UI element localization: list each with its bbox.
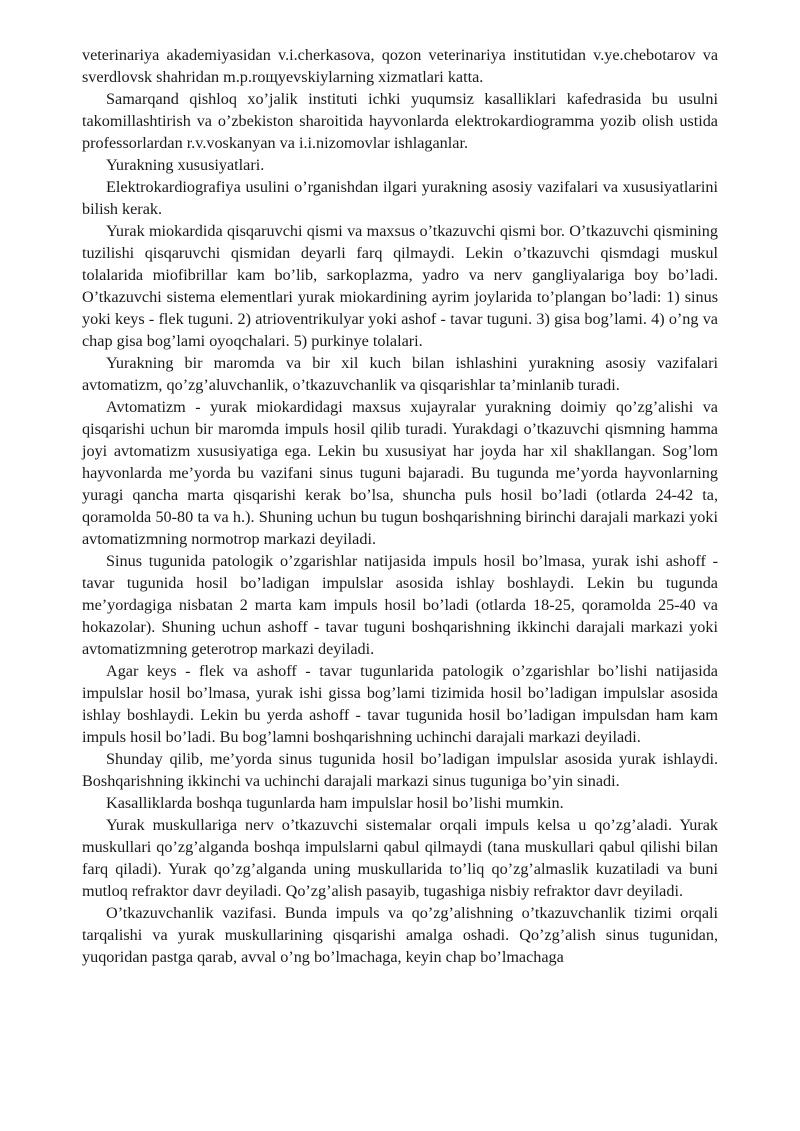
document-page: [82, 44, 718, 968]
paragraph-his-bundle: Agar keys - flek va ashoff - tavar tugunlarida patologik o’zgarishlar bo’lishi natijasida impulslar hosil bo’lmasa, yurak ishi gissa bog’lami tizimida hosil bo’ladigan impulslar asosida ishlay boshlaydi. Lekin bu yerda ashoff - tavar tugunida hosil bo’ladigan impulsdan ham kam impuls hosil bo’ladi. Bu bog’lamni boshqarishning uchinchi darajali markazi deyiladi.: [82, 662, 718, 746]
paragraph-excitability: Yurak muskullariga nerv o’tkazuvchi sistemalar orqali impuls kelsa u qo’zg’aladi. Yurak muskullari qo’zg’alganda boshqa impulslarni qabul qilmaydi (tana muskullari qabul qilishi bilan farq qiladi). Yurak qo’zg’alganda uning muskullarida to’liq qo’zg’almaslik kuzatiladi va buni mutloq refraktor davr deyiladi. Qo’zg’alish pasayib, tugashiga nisbiy refraktor davr deyiladi.: [82, 816, 718, 900]
paragraph-ecg-intro: Elektrokardiografiya usulini o’rganishdan ilgari yurakning asosiy vazifalari va xususiyatlarini bilish kerak.: [82, 178, 718, 218]
paragraph-conductivity: O’tkazuvchanlik vazifasi. Bunda impuls va qo’zg’alishning o’tkazuvchanlik tizimi orqali tarqalishi va yurak muskullarining qisqarishi amalga oshadi. Qo’zg’alish sinus tugunidan, yuqoridan pastga qarab, avval o’ng bo’lmachaga, keyin chap bo’lmachaga: [82, 904, 718, 966]
paragraph-automatism: Avtomatizm - yurak miokardidagi maxsus xujayralar yurakning doimiy qo’zg’alishi va qisqarishi uchun bir maromda impuls hosil qilib turadi. Yurakdagi o’tkazuvchi qismning hamma joyi avtomatizm xususiyatiga ega. Lekin bu xususiyat har joyda har xil shakllangan. Sog’lom hayvonlarda me’yorda bu vazifani sinus tuguni bajaradi. Bu tugunda me’yorda hayvonlarning yuragi qancha marta qisqarishi kerak bo’lsa, shuncha puls hosil bo’ladi (otlarda 24-42 ta, qoramolda 50-80 ta va h.). Shuning uchun bu tugun boshqarishning birinchi darajali markazi yoki avtomatizmning normotrop markazi deyiladi.: [82, 398, 718, 548]
paragraph-samarqand-institute: Samarqand qishloq xo’jalik instituti ichki yuqumsiz kasalliklari kafedrasida bu usulni takomillashtirish va o’zbekiston sharoitida hayvonlarda elektrokardiogramma yozib olish ustida professorlardan r.v.voskanyan va i.i.nizomovlar ishlaganlar.: [82, 90, 718, 152]
paragraph-continuation: veterinariya akademiyasidan v.i.cherkasova, qozon veterinariya institutidan v.ye.chebotarov va sverdlovsk shahridan m.p.roщyevskiylarning xizmatlari katta.: [82, 46, 718, 86]
paragraph-sinus-node-pathology: Sinus tugunida patologik o’zgarishlar natijasida impuls hosil bo’lmasa, yurak ishi ashoff - tavar tugunida hosil bo’ladigan impulslar asosida ishlay boshlaydi. Lekin bu tugunda me’yordagiga nisbatan 2 marta kam impuls hosil bo’ladi (otlarda 18-25, qoramolda 25-40 va hokazolar). Shuning uchun ashoff - tavar tuguni boshqarishning ikkinchi darajali markazi yoki avtomatizmning geterotrop markazi deyiladi.: [82, 552, 718, 658]
paragraph-summary: Shunday qilib, me’yorda sinus tugunida hosil bo’ladigan impulslar asosida yurak ishlaydi. Boshqarishning ikkinchi va uchinchi darajali markazi sinus tuguniga bo’yin sinadi.: [82, 750, 718, 790]
paragraph-heart-functions: Yurakning bir maromda va bir xil kuch bilan ishlashini yurakning asosiy vazifalari avtomatizm, qo’zg’aluvchanlik, o’tkazuvchanlik va qisqarishlar ta’minlanib turadi.: [82, 354, 718, 394]
paragraph-other-nodes: Kasalliklarda boshqa tugunlarda ham impulslar hosil bo’lishi mumkin.: [106, 794, 564, 812]
paragraph-myocardium-structure: Yurak miokardida qisqaruvchi qismi va maxsus o’tkazuvchi qismi bor. O’tkazuvchi qismining tuzilishi qisqaruvchi qismidan deyarli farq qilmaydi. Lekin o’tkazuvchi qismdagi muskul tolalarida miofibrillar kam bo’lib, sarkoplazma, yadro va nerv gangliyalariga boy bo’ladi. O’tkazuvchi sistema elementlari yurak miokardining ayrim joylarida to’plangan bo’ladi: 1) sinus yoki keys - flek tuguni. 2) atrioventrikulyar yoki ashof - tavar tuguni. 3) gisa bog’lami. 4) o’ng va chap gisa bog’lami oyoqchalari. 5) purkinye tolalari.: [82, 222, 718, 350]
section-heading-heart-properties: Yurakning xususiyatlari.: [106, 156, 265, 174]
